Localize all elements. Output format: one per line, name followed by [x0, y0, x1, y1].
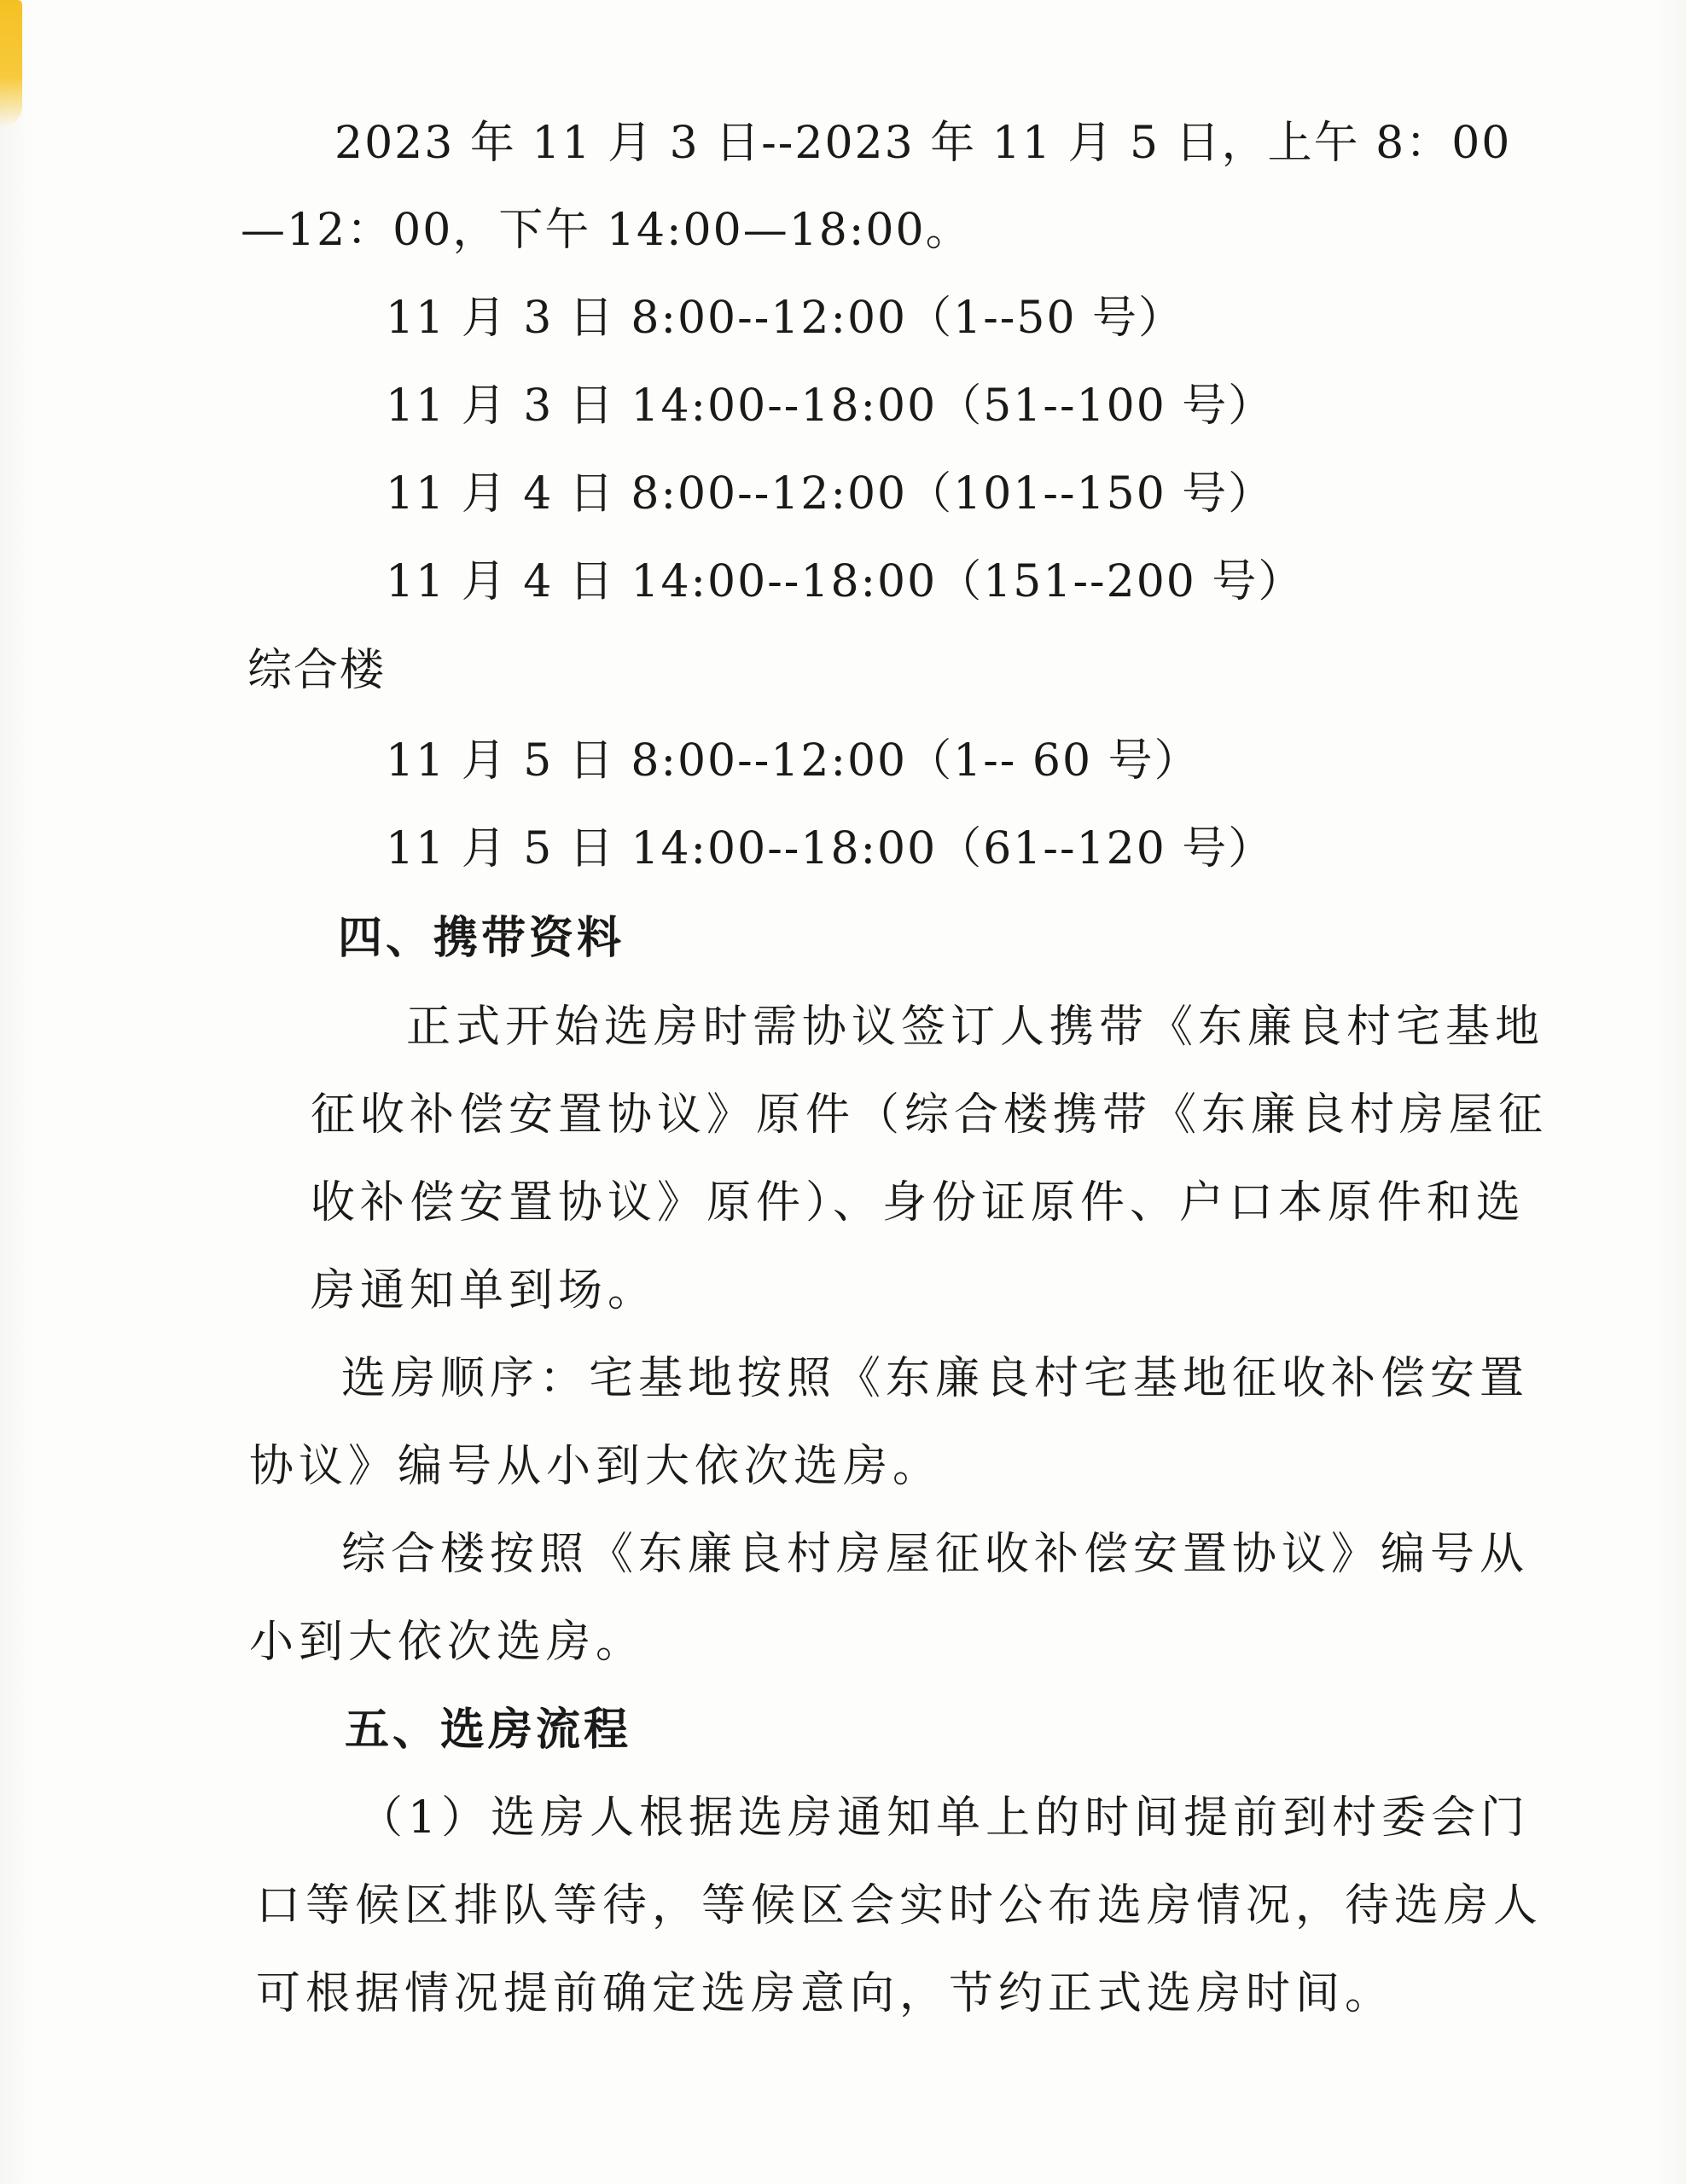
section-heading-materials: 四、携带资料: [338, 913, 625, 964]
paragraph-line: 小到大依次选房。: [249, 1617, 646, 1668]
schedule-slot: 11 月 3 日 8:00--12:00（1--50 号）: [386, 293, 1185, 344]
schedule-slot: 11 月 4 日 14:00--18:00（151--200 号）: [386, 556, 1305, 607]
highlighter-mark: [0, 0, 22, 128]
paragraph-line: 综合楼按照《东廉良村房屋征收补偿安置协议》编号从: [341, 1529, 1530, 1580]
schedule-period-line1: 2023 年 11 月 3 日--2023 年 11 月 5 日，上午 8：00: [334, 118, 1512, 169]
complex-building-label: 综合楼: [247, 645, 387, 696]
schedule-period-line2: —12：00，下午 14:00—18:00。: [241, 205, 972, 256]
paragraph-line: （1）选房人根据选房通知单上的时间提前到村委会门: [358, 1792, 1531, 1844]
schedule-slot: 11 月 4 日 8:00--12:00（101--150 号）: [386, 468, 1275, 520]
paragraph-line: 协议》编号从小到大依次选房。: [249, 1441, 943, 1492]
section-heading-process: 五、选房流程: [345, 1705, 632, 1756]
paragraph-line: 口等候区排队等待，等候区会实时公布选房情况，待选房人: [256, 1880, 1544, 1931]
schedule-slot: 11 月 3 日 14:00--18:00（51--100 号）: [386, 380, 1275, 432]
paragraph-line: 征收补偿安置协议》原件（综合楼携带《东廉良村房屋征: [311, 1089, 1549, 1141]
paragraph-line: 房通知单到场。: [311, 1265, 658, 1316]
paragraph-line: 可根据情况提前确定选房意向，节约正式选房时间。: [256, 1968, 1395, 2019]
paragraph-line: 选房顺序：宅基地按照《东廉良村宅基地征收补偿安置: [341, 1353, 1530, 1404]
complex-slot: 11 月 5 日 8:00--12:00（1-- 60 号）: [386, 735, 1201, 787]
paragraph-line: 正式开始选房时需协议签订人携带《东廉良村宅基地: [406, 1002, 1545, 1053]
paragraph-line: 收补偿安置协议》原件）、身份证原件、户口本原件和选: [311, 1177, 1526, 1228]
complex-slot: 11 月 5 日 14:00--18:00（61--120 号）: [386, 823, 1275, 874]
